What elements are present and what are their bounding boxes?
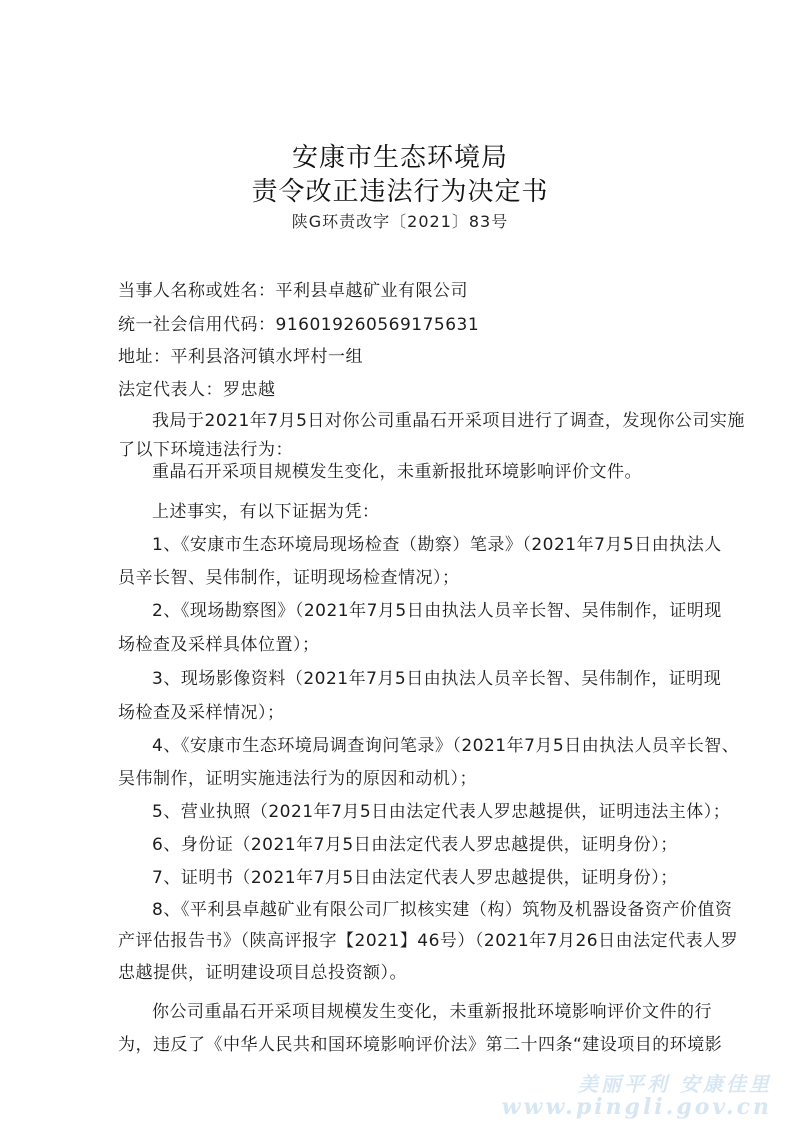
evidence-item: 3、现场影像资料（2021年7月5日由执法人员辛长智、吴伟制作，证明现: [152, 669, 722, 689]
evidence-item-cont: 吴伟制作，证明实施违法行为的原因和动机）；: [118, 769, 477, 789]
evidence-item-cont: 忠越提供，证明建设项目总投资额）。: [118, 963, 407, 983]
evidence-item: 7、证明书（2021年7月5日由法定代表人罗忠越提供，证明身份）；: [152, 868, 678, 888]
paragraph-line: 我局于2021年7月5日对你公司重晶石开采项目进行了调查，发现你公司实施: [152, 411, 745, 431]
paragraph-line: 了以下环境违法行为：: [118, 440, 293, 460]
evidence-item: 4、《安康市生态环境局调查询问笔录》（2021年7月5日由执法人员辛长智、: [152, 736, 740, 756]
evidence-item-cont: 场检查及采样情况）；: [118, 703, 285, 723]
evidence-item-cont: 场检查及采样具体位置）；: [118, 635, 320, 655]
address: 地址：平利县洛河镇水坪村一组: [118, 347, 363, 367]
evidence-item: 6、身份证（2021年7月5日由法定代表人罗忠越提供，证明身份）；: [152, 835, 678, 855]
evidence-item: 5、营业执照（2021年7月5日由法定代表人罗忠越提供，证明违法主体）；: [152, 802, 731, 822]
violation-statement: 重晶石开采项目规模发生变化，未重新报批环境影响评价文件。: [152, 462, 642, 482]
evidence-item-cont: 员辛长智、吴伟制作，证明现场检查情况）；: [118, 568, 460, 588]
legal-representative: 法定代表人：罗忠越: [118, 380, 276, 400]
party-name: 当事人名称或姓名：平利县卓越矿业有限公司: [118, 281, 468, 301]
document-number: 陕G环责改字〔2021〕83号: [291, 212, 509, 231]
evidence-item: 1、《安康市生态环境局现场检查（勘察）笔录》（2021年7月5日由执法人: [152, 535, 722, 555]
paragraph-line: 上述事实，有以下证据为凭：: [152, 502, 380, 522]
evidence-item-cont: 产评估报告书》（陕高评报字【2021】46号）（2021年7月26日由法定代表人罗: [118, 931, 739, 951]
document-title: 责令改正违法行为决定书: [251, 177, 549, 207]
paragraph-line: 你公司重晶石开采项目规模发生变化，未重新报批环境影响评价文件的行: [152, 1002, 712, 1022]
watermark-slogan: 美丽平利 安康佳里: [578, 1072, 772, 1096]
credit-code: 统一社会信用代码：916019260569175631: [118, 315, 480, 335]
paragraph-line: 为，违反了《中华人民共和国环境影响评价法》第二十四条“建设项目的环境影: [118, 1035, 723, 1055]
evidence-item: 2、《现场勘察图》（2021年7月5日由执法人员辛长智、吴伟制作，证明现: [152, 601, 722, 621]
document-title-agency: 安康市生态环境局: [291, 143, 508, 173]
watermark-url: www.pingli.gov.cn: [501, 1094, 772, 1120]
evidence-item: 8、《平利县卓越矿业有限公司厂拟核实建（构）筑物及机器设备资产价值资: [152, 900, 733, 920]
